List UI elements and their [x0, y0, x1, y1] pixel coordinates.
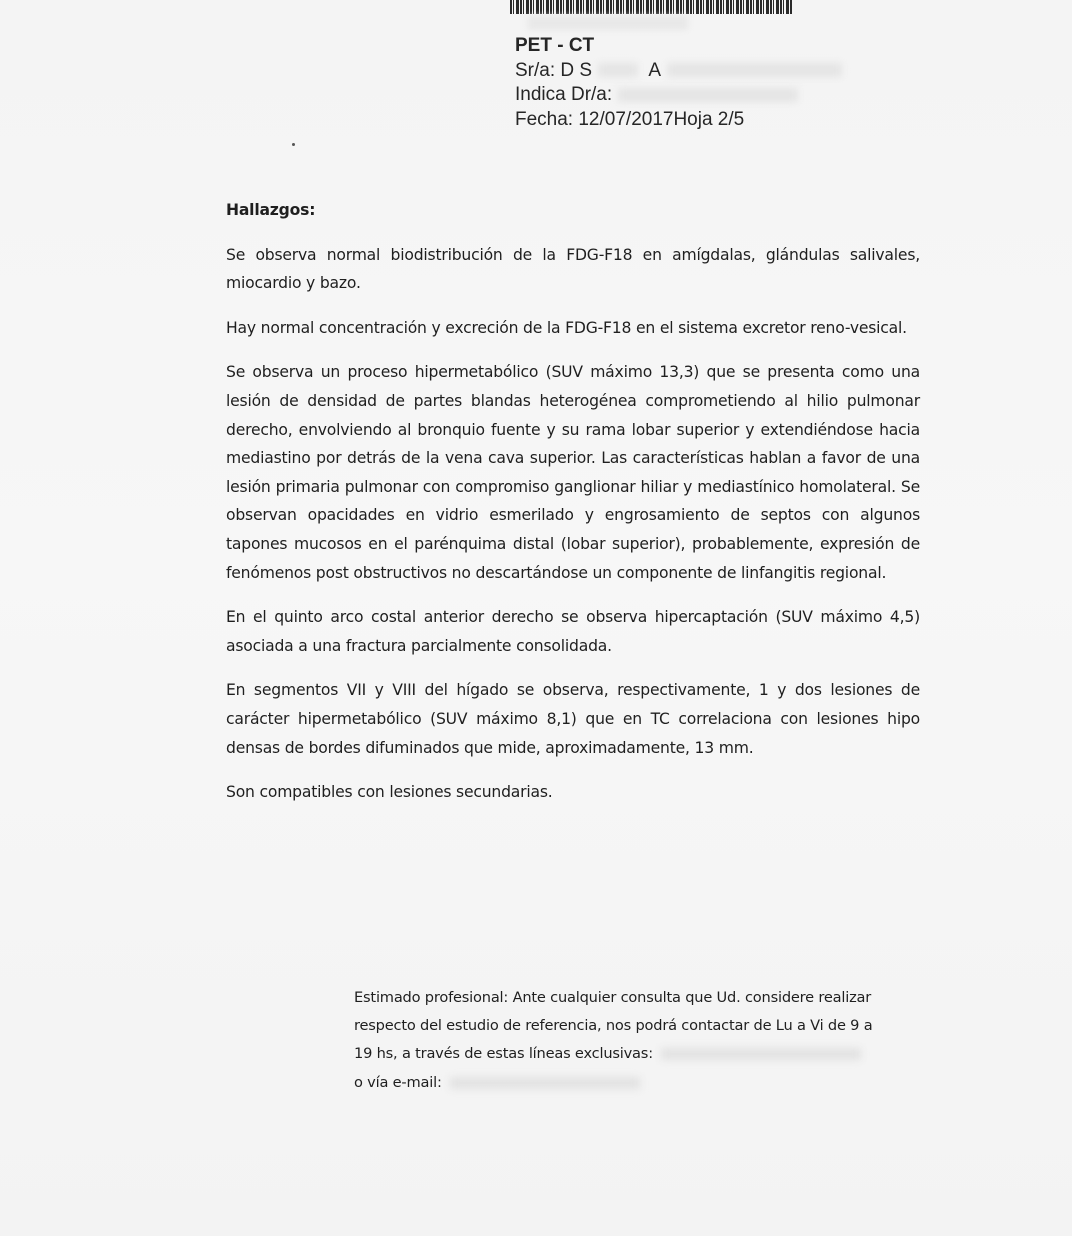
exam-title: PET - CT: [515, 35, 595, 56]
date-line: Fecha: 12/07/2017Hoja 2/5: [515, 108, 745, 130]
redacted-id: [528, 16, 688, 30]
barcode: [510, 0, 792, 14]
finding-paragraph-3: Se observa un proceso hipermetabólico (SUV máximo 13,3) que se presenta como una lesión de densidad de partes blandas heterogénea comprometiendo al hilio pulmonar derecho, envolviendo al bronquio fuente y su rama lobar superior y extendiéndose hacia mediastino por detrás de la vena cava superior. Las características hablan a favor de una lesión primaria pulmonar con compromiso ganglionar hiliar y mediastínico homolateral. Se observan opacidades en vidrio esmerilado y engrosamiento de septos con algunos tapones mucosos en el parénquima distal (lobar superior), probablemente, expresión de fenómenos post obstructivos no descartándose un componente de linfangitis regional.: [226, 363, 920, 582]
findings-heading: Hallazgos:: [226, 201, 316, 219]
document-header: [515, 34, 842, 132]
patient-label: Sr/a: D: [515, 59, 575, 81]
findings-section: [226, 196, 920, 823]
redacted-patient-1: [598, 63, 638, 77]
finding-paragraph-5: En segmentos VII y VIII del hígado se observa, respectivamente, 1 y dos lesiones de carácter hipermetabólico (SUV máximo 8,1) que en TC correlaciona con lesiones hipo densas de bordes difuminados que mide, aproximadamente, 13 mm.: [226, 681, 920, 757]
contact-notice: [354, 984, 914, 1097]
contact-email-label: o vía e-mail:: [354, 1073, 442, 1091]
finding-paragraph-6: Son compatibles con lesiones secundarias.: [226, 783, 553, 802]
paper-speck: [292, 143, 295, 146]
patient-fragment-1: S: [579, 59, 593, 81]
redacted-email: [450, 1077, 640, 1089]
redacted-phone: [661, 1048, 861, 1060]
contact-line-4: [354, 1069, 914, 1097]
contact-line-2: respecto del estudio de referencia, nos podrá contactar de Lu a Vi de 9 a: [354, 1017, 873, 1035]
contact-line-3: [354, 1040, 914, 1068]
finding-paragraph-1: Se observa normal biodistribución de la FDG-F18 en amígdalas, glándulas salivales, miocardio y bazo.: [226, 245, 920, 293]
redacted-referrer: [618, 88, 798, 102]
finding-paragraph-2: Hay normal concentración y excreción de la FDG-F18 en el sistema excretor reno-vesical.: [226, 318, 907, 337]
contact-phone-label: 19 hs, a través de estas líneas exclusivas:: [354, 1045, 653, 1063]
patient-line: [515, 59, 842, 84]
referrer-label: Indica Dr/a:: [515, 84, 613, 105]
redacted-patient-2: [667, 63, 842, 77]
patient-fragment-2: A: [648, 59, 662, 81]
contact-line-1: Estimado profesional: Ante cualquier consulta que Ud. considere realizar: [354, 989, 872, 1006]
finding-paragraph-4: En el quinto arco costal anterior derecho se observa hipercaptación (SUV máximo 4,5) asociada a una fractura parcialmente consolidada.: [226, 608, 920, 655]
referrer-line: [515, 83, 842, 108]
